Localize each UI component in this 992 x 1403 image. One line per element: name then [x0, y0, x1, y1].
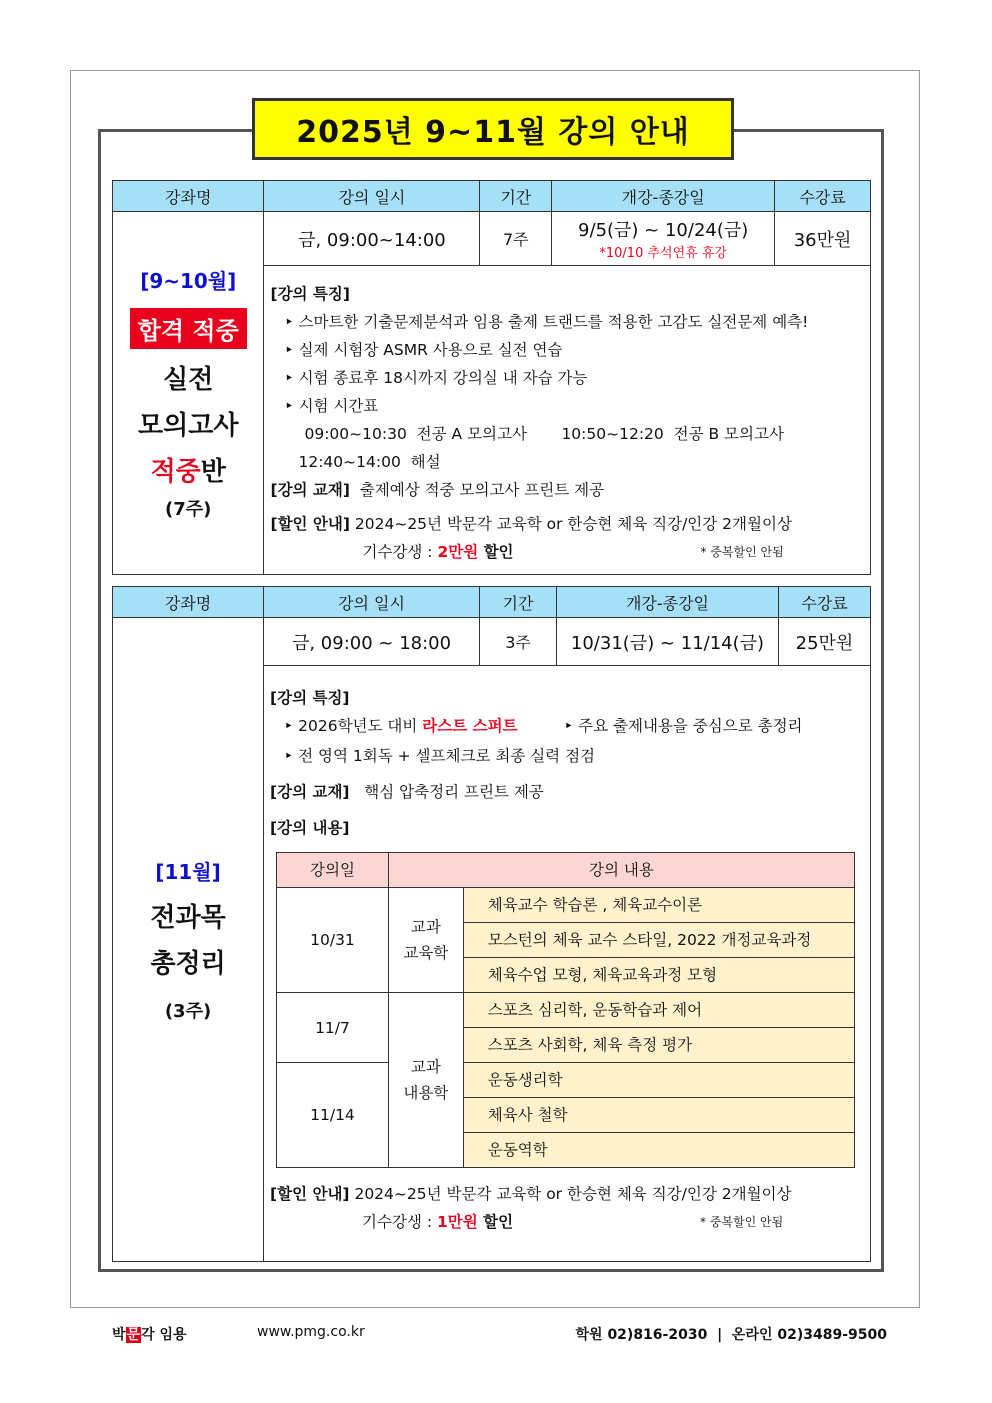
- course2-discount: 2024~25년 박문각 교육학 or 한승현 체육 직강/인강 2개월이상: [354, 1185, 792, 1203]
- course1-details: [264, 266, 871, 575]
- course1-timetable-1: 09:00~10:30 전공 A 모의고사 10:50~12:20 전공 B 모의고사: [304, 425, 784, 443]
- lecture-day: 10/31: [277, 888, 389, 993]
- course1-name-line1: 실전: [163, 365, 214, 395]
- course2-content-label: [강의 내용]: [270, 819, 350, 837]
- table-row: [277, 1063, 855, 1098]
- course1-period: [9~10월]: [140, 269, 237, 293]
- inner-header-row: [277, 853, 855, 888]
- course2-feature-2: ‣ 전 영역 1회독 + 셀프체크로 최종 실력 점검: [270, 742, 862, 770]
- course2-discount2-amount: 1만원: [437, 1213, 478, 1231]
- course1-fee: 36만원: [775, 212, 871, 266]
- course1-name-line2: 모의고사: [138, 411, 239, 441]
- header-course: 강좌명: [113, 181, 264, 212]
- course2-dates: 10/31(금) ~ 11/14(금): [557, 618, 779, 666]
- header-dates: 개강-종강일: [552, 181, 775, 212]
- inner-header-content: 강의 내용: [388, 853, 854, 888]
- course1-name-red: 적중: [150, 457, 201, 487]
- course2-feature-1-red: 라스트 스퍼트: [422, 717, 518, 735]
- course2-material: 핵심 압축정리 프린트 제공: [364, 783, 544, 801]
- course1-dates: 9/5(금) ~ 10/24(금): [578, 220, 749, 241]
- course1-weeks: (7주): [165, 499, 212, 520]
- course1-material: 출제예상 적중 모의고사 프린트 제공: [359, 481, 605, 499]
- lecture-topic: 체육수업 모형, 체육교육과정 모형: [463, 958, 854, 993]
- header-fee: 수강료: [775, 181, 871, 212]
- course1-duration: 7주: [480, 212, 552, 266]
- table-row: [277, 888, 855, 923]
- course1-discount-label: [할인 안내]: [270, 515, 350, 533]
- course2-discount-note: * 중복할인 안됨: [700, 1215, 784, 1229]
- footer: [112, 1324, 887, 1346]
- group-line-2: 교육학: [403, 944, 449, 962]
- course1-badge: 합격 적중: [130, 308, 247, 349]
- course1-feature: ‣ 시험 시간표: [270, 392, 862, 420]
- course1-feature: ‣ 실제 시험장 ASMR 사용으로 실전 연습: [270, 336, 862, 364]
- logo-part: 박: [112, 1327, 126, 1343]
- table-row: [277, 993, 855, 1028]
- lecture-topic: 스포츠 심리학, 운동학습과 제어: [463, 993, 854, 1028]
- brand-logo: [112, 1324, 187, 1344]
- lecture-day: 11/7: [277, 993, 389, 1063]
- inner-header-day: 강의일: [277, 853, 389, 888]
- course1-discount: 2024~25년 박문각 교육학 or 한승현 체육 직강/인강 2개월이상: [354, 515, 792, 533]
- course2-name-line2: 총정리: [150, 949, 226, 979]
- lecture-topic: 운동생리학: [463, 1063, 854, 1098]
- contact-phones: 학원 02)816-2030 | 온라인 02)3489-9500: [575, 1327, 887, 1343]
- course1-material-label: [강의 교재]: [270, 481, 350, 499]
- lecture-topic: 체육사 철학: [463, 1098, 854, 1133]
- course1-name-cell: [113, 212, 264, 575]
- course2-details: [264, 666, 871, 1262]
- course2-material-label: [강의 교재]: [270, 783, 350, 801]
- header-duration: 기간: [480, 181, 552, 212]
- course1-timetable-2: 12:40~14:00 해설: [298, 453, 441, 471]
- course1-discount2-post: 할인: [478, 543, 514, 561]
- logo-part-red: 문: [126, 1327, 141, 1343]
- header-duration: 기간: [480, 587, 557, 618]
- course2-discount-label: [할인 안내]: [270, 1185, 350, 1203]
- lecture-group: [388, 888, 463, 993]
- course2-discount2-post: 할인: [477, 1213, 514, 1231]
- website-link[interactable]: www.pmg.co.kr: [257, 1324, 365, 1340]
- course1-dates-note: *10/10 추석연휴 휴강: [599, 246, 727, 261]
- course2-schedule: 금, 09:00 ~ 18:00: [264, 618, 480, 666]
- header-fee: 수강료: [778, 587, 870, 618]
- course2-fee: 25만원: [778, 618, 870, 666]
- course2-feature-1-pre: 2026학년도 대비: [298, 717, 423, 735]
- course1-header-row: [113, 181, 871, 212]
- lecture-topic: 운동역학: [463, 1133, 854, 1168]
- course2-discount2-pre: 기수강생 :: [362, 1213, 438, 1231]
- course1-discount2-pre: 기수강생 :: [362, 543, 438, 561]
- header-schedule: 강의 일시: [264, 587, 480, 618]
- header-schedule: 강의 일시: [264, 181, 480, 212]
- course1-feature: ‣ 스마트한 기출문제분석과 임용 출제 트랜드를 적용한 고감도 실전문제 예측!: [270, 308, 862, 336]
- header-course: 강좌명: [113, 587, 264, 618]
- course2-content-table: [276, 852, 855, 1168]
- course1-feature-label: [강의 특징]: [270, 285, 350, 303]
- header-dates: 개강-종강일: [557, 587, 779, 618]
- course1-schedule: 금, 09:00~14:00: [264, 212, 480, 266]
- course1-name-rest: 반: [200, 457, 226, 487]
- group-line-1: 교과: [410, 918, 441, 936]
- course1-feature: ‣ 시험 종료후 18시까지 강의실 내 자습 가능: [270, 364, 862, 392]
- course2-name-cell: [113, 618, 264, 1262]
- course2-weeks: (3주): [164, 1001, 212, 1022]
- lecture-topic: 체육교수 학습론 , 체육교수이론: [463, 888, 854, 923]
- course2-name-line1: 전과목: [150, 903, 226, 933]
- lecture-topic: 스포츠 사회학, 체육 측정 평가: [463, 1028, 854, 1063]
- lecture-topic: 모스턴의 체육 교수 스타일, 2022 개정교육과정: [463, 923, 854, 958]
- lecture-group: [388, 993, 463, 1168]
- logo-part: 각 임용: [141, 1327, 187, 1343]
- course1-discount2-amount: 2만원: [437, 543, 479, 561]
- course1-table: [112, 180, 871, 575]
- course2-feature-1b: ‣ 주요 출제내용을 중심으로 총정리: [550, 712, 802, 740]
- course2-feature-1: [270, 717, 518, 735]
- group-line-1: 교과: [410, 1058, 441, 1076]
- course1-discount-note: * 중복할인 안됨: [700, 545, 784, 559]
- lecture-day: 11/14: [277, 1063, 389, 1168]
- course2-table: [112, 586, 871, 1262]
- course2-feature-label: [강의 특징]: [270, 689, 350, 707]
- course2-header-row: [113, 587, 871, 618]
- course2-period: [11월]: [155, 860, 221, 884]
- group-line-2: 내용학: [403, 1084, 449, 1102]
- page-title: 2025년 9~11월 강의 안내: [252, 98, 734, 160]
- course2-duration: 3주: [480, 618, 557, 666]
